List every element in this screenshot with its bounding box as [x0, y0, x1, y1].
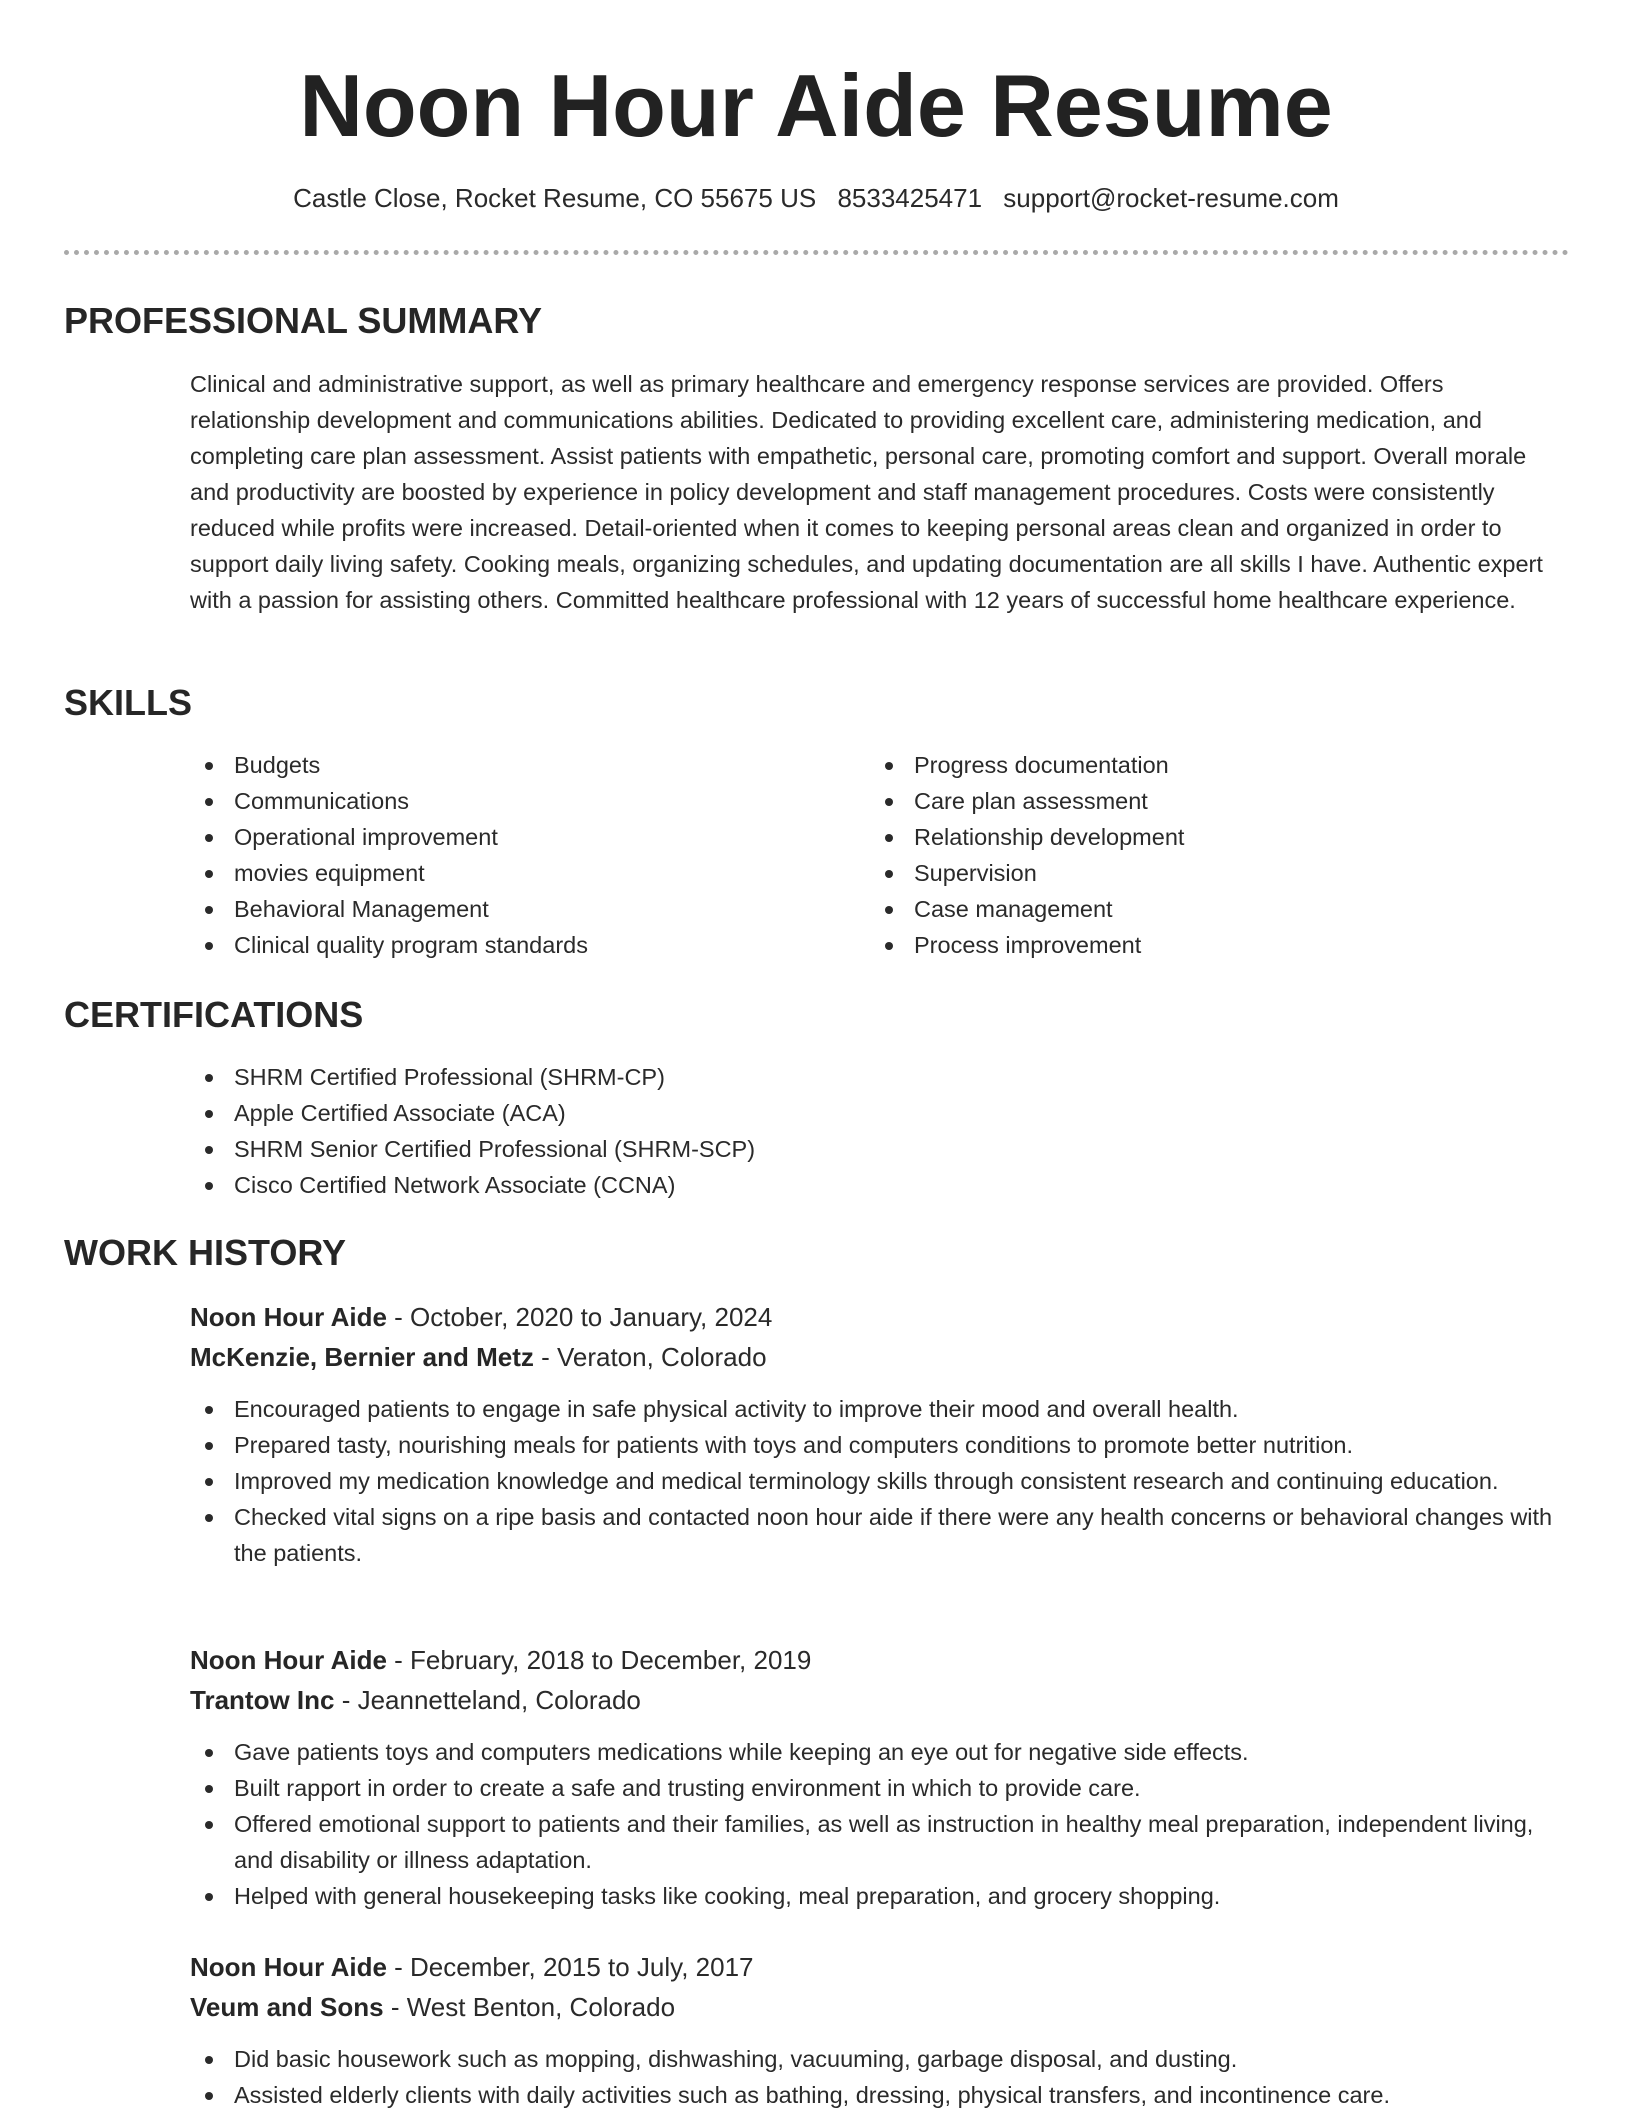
contact-address: Castle Close, Rocket Resume, CO 55675 US: [293, 183, 817, 213]
skill-item: Case management: [870, 891, 1510, 927]
job-duties-list: [190, 1734, 1570, 1914]
job-company: Trantow Inc: [190, 1685, 335, 1715]
skill-item: Process improvement: [870, 927, 1510, 963]
certifications-list: [190, 1059, 1570, 1203]
certifications-heading: CERTIFICATIONS: [64, 994, 364, 1035]
job-dates: - October, 2020 to January, 2024: [386, 1302, 773, 1332]
job-location: - West Benton, Colorado: [383, 1992, 676, 2022]
header-divider: [64, 250, 1569, 255]
resume-title: Noon Hour Aide Resume: [299, 56, 1333, 155]
job-duty: Helped with general housekeeping tasks like cooking, meal preparation, and grocery shopping.: [190, 1878, 1570, 1914]
contact-phone: 8533425471: [837, 183, 983, 213]
job-company-line: [190, 1987, 675, 2027]
skill-item: movies equipment: [190, 855, 830, 891]
skill-item: Behavioral Management: [190, 891, 830, 927]
job-duty: Gave patients toys and computers medications while keeping an eye out for negative side effects.: [190, 1734, 1570, 1770]
job-duties-list: [190, 1391, 1570, 1571]
job-company: McKenzie, Bernier and Metz: [190, 1342, 534, 1372]
job-title: Noon Hour Aide: [190, 1952, 387, 1982]
skill-item: Care plan assessment: [870, 783, 1510, 819]
job-dates: - February, 2018 to December, 2019: [386, 1645, 812, 1675]
job-dates: - December, 2015 to July, 2017: [386, 1952, 754, 1982]
certification-item: Cisco Certified Network Associate (CCNA): [190, 1167, 1570, 1203]
contact-line: [0, 178, 1632, 218]
job-title-line: [190, 1947, 754, 1987]
certification-item: Apple Certified Associate (ACA): [190, 1095, 1570, 1131]
skill-item: Supervision: [870, 855, 1510, 891]
job-duty: Prepared tasty, nourishing meals for patients with toys and computers conditions to promote better nutrition.: [190, 1427, 1570, 1463]
skill-item: Progress documentation: [870, 747, 1510, 783]
job-company: Veum and Sons: [190, 1992, 384, 2022]
skills-list-left: [190, 747, 830, 963]
job-duty: Encouraged patients to engage in safe physical activity to improve their mood and overall health.: [190, 1391, 1570, 1427]
certification-item: SHRM Senior Certified Professional (SHRM-SCP): [190, 1131, 1570, 1167]
job-location: - Jeannetteland, Colorado: [334, 1685, 641, 1715]
job-company-line: [190, 1337, 767, 1377]
skills-heading: SKILLS: [64, 682, 193, 723]
job-duty: Built rapport in order to create a safe and trusting environment in which to provide care.: [190, 1770, 1570, 1806]
skills-list-right: [870, 747, 1510, 963]
job-duty: Did basic housework such as mopping, dishwashing, vacuuming, garbage disposal, and dusting.: [190, 2041, 1570, 2077]
skill-item: Budgets: [190, 747, 830, 783]
certification-item: SHRM Certified Professional (SHRM-CP): [190, 1059, 1570, 1095]
job-duty: Improved my medication knowledge and medical terminology skills through consistent research and continuing education.: [190, 1463, 1570, 1499]
skill-item: Communications: [190, 783, 830, 819]
skill-item: Relationship development: [870, 819, 1510, 855]
job-title-line: [190, 1640, 811, 1680]
summary-heading: PROFESSIONAL SUMMARY: [64, 300, 543, 341]
job-title: Noon Hour Aide: [190, 1645, 387, 1675]
skill-item: Clinical quality program standards: [190, 927, 830, 963]
work-history-heading: WORK HISTORY: [64, 1232, 347, 1273]
job-title: Noon Hour Aide: [190, 1302, 387, 1332]
job-duty: Offered emotional support to patients and their families, as well as instruction in healthy meal preparation, independent living, and disability or illness adaptation.: [190, 1806, 1570, 1878]
contact-email: support@rocket-resume.com: [1003, 183, 1339, 213]
job-location: - Veraton, Colorado: [533, 1342, 767, 1372]
summary-text: Clinical and administrative support, as well as primary healthcare and emergency response services are provided. Offers relationship development and communications abilities. Dedicated to providing excellent care, administering medication, and completing care plan assessment. Assist patients with empathetic, personal care, promoting comfort and support. Overall morale and productivity are boosted by experience in policy development and staff management procedures. Costs were consistently reduced while profits were increased. Detail-oriented when it comes to keeping personal areas clean and organized in order to support daily living safety. Cooking meals, organizing schedules, and updating documentation are all skills I have. Authentic expert with a passion for assisting others. Committed healthcare professional with 12 years of successful home healthcare experience.: [190, 371, 1543, 613]
job-title-line: [190, 1297, 772, 1337]
job-duties-list: [190, 2041, 1570, 2113]
job-duty: Checked vital signs on a ripe basis and contacted noon hour aide if there were any health concerns or behavioral changes with the patients.: [190, 1499, 1570, 1571]
job-duty: Assisted elderly clients with daily activities such as bathing, dressing, physical transfers, and incontinence care.: [190, 2077, 1570, 2113]
job-company-line: [190, 1680, 641, 1720]
skill-item: Operational improvement: [190, 819, 830, 855]
